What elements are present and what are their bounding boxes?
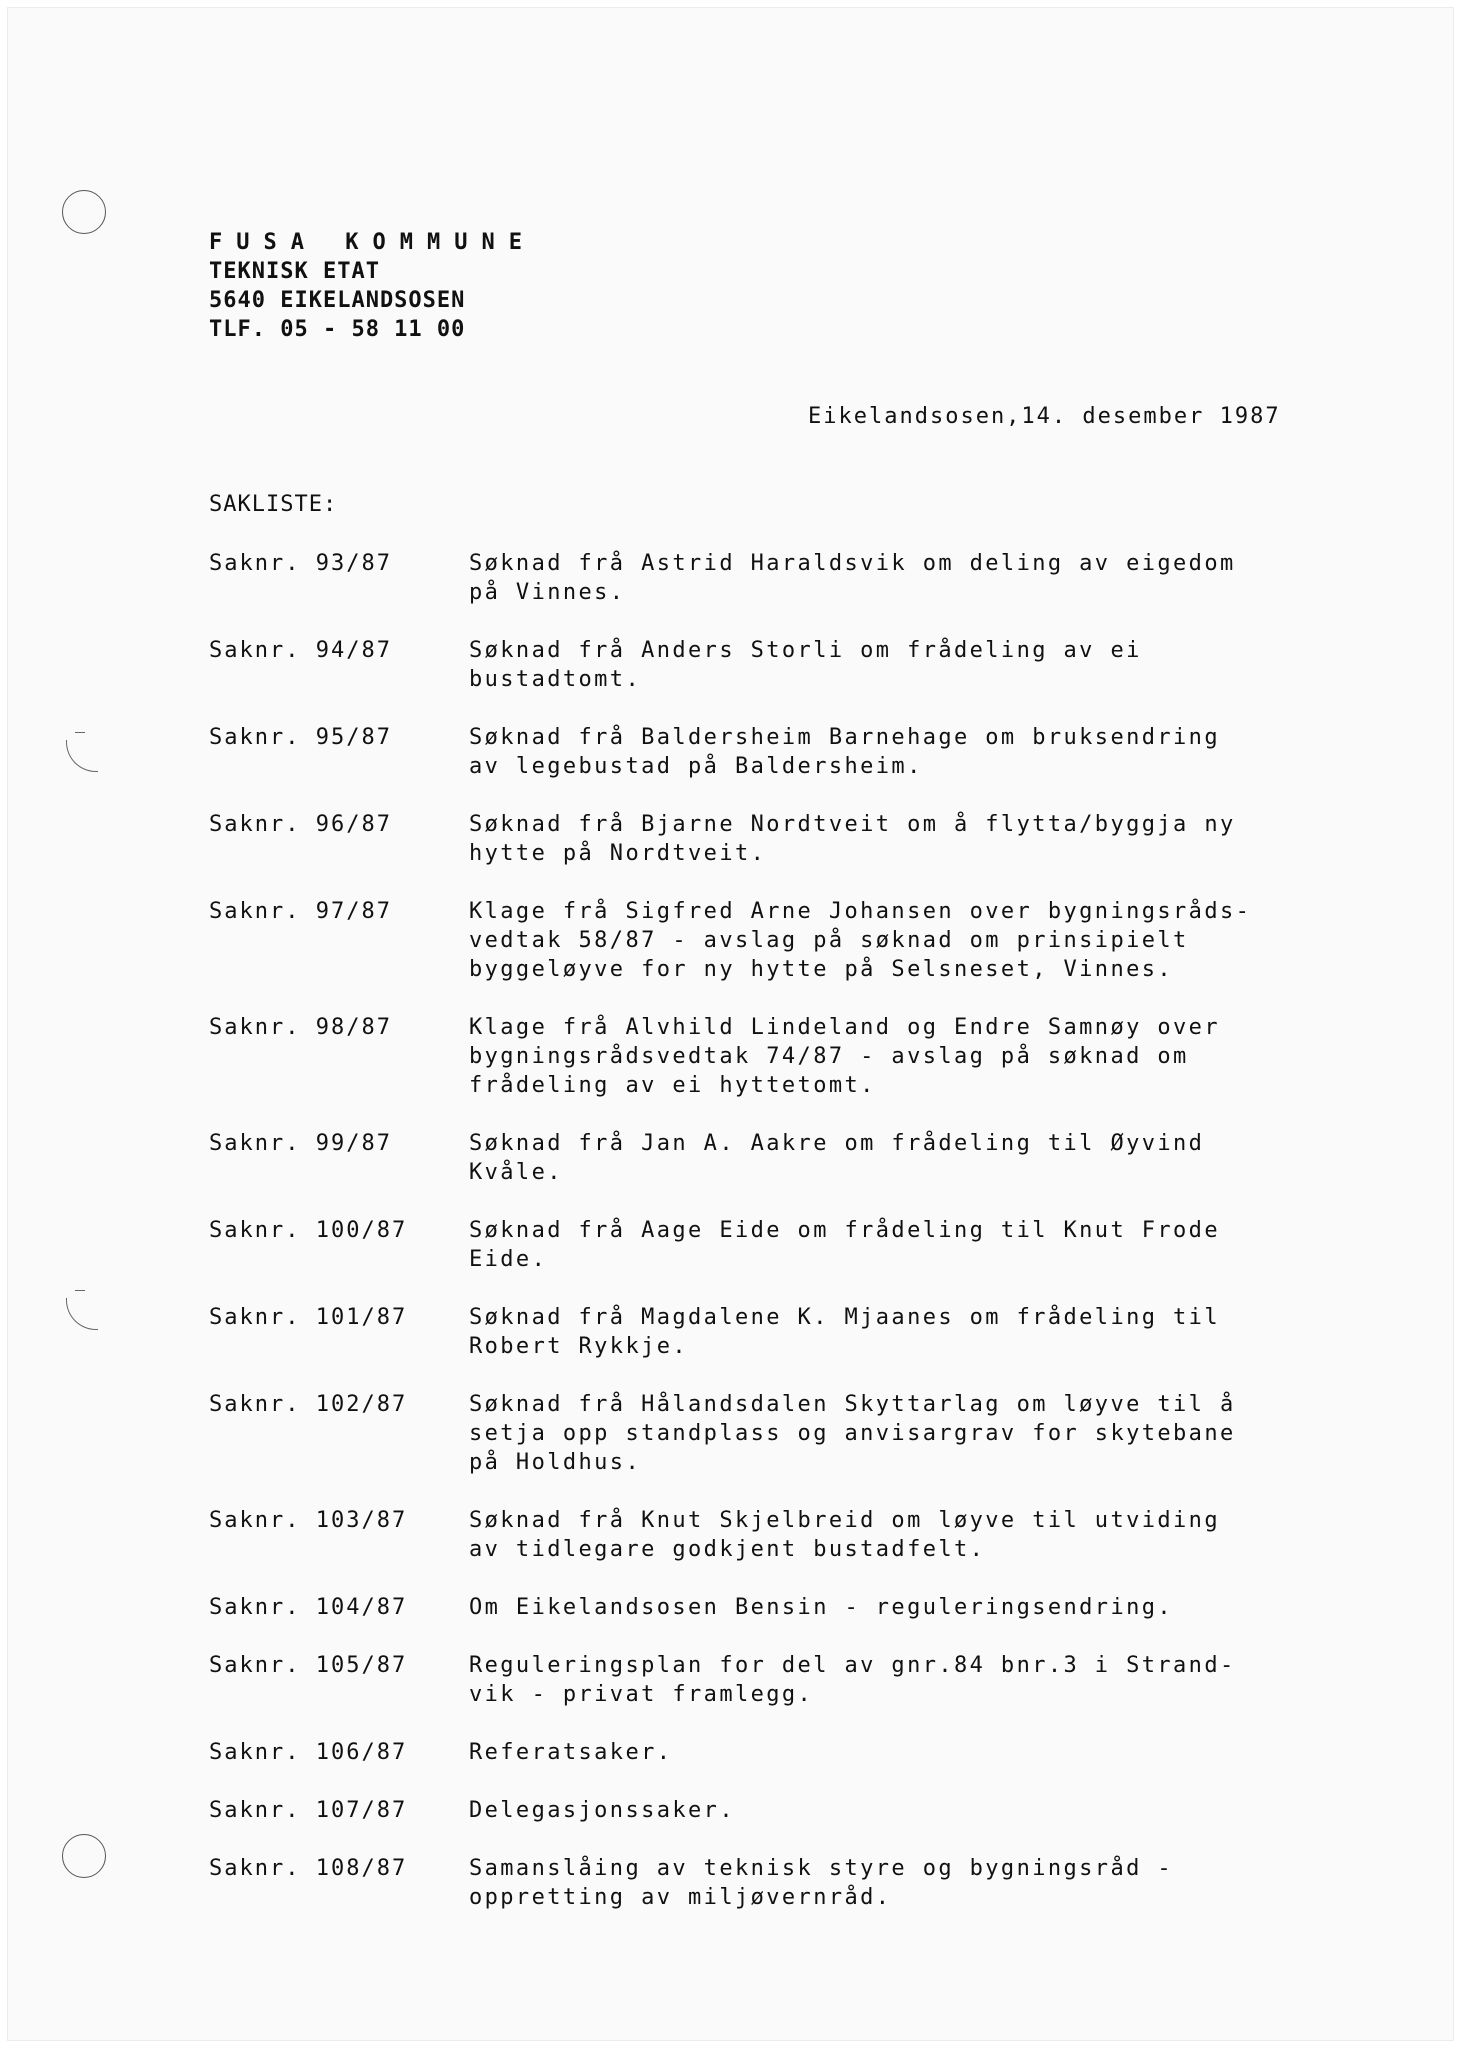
case-description-line: Søknad frå Knut Skjelbreid om løyve til utviding [469,1508,1220,1533]
case-description [469,1796,1359,1825]
case-description-line: Søknad frå Bjarne Nordtveit om å flytta/byggja ny [469,812,1236,837]
punch-hole-bottom [62,1834,106,1878]
case-description [469,1506,1359,1564]
letterhead-phone: TLF. 05 - 58 11 00 [209,317,466,342]
case-description-line: byggeløyve for ny hytte på Selsneset, Vinnes. [469,957,1174,982]
case-description-line: Søknad frå Baldersheim Barnehage om bruksendring [469,725,1220,750]
case-description [469,810,1359,868]
case-description-line: Søknad frå Jan A. Aakre om frådeling til Øyvind [469,1131,1205,1156]
case-description [469,1854,1359,1912]
agenda-item [209,723,1359,781]
letterhead-dept: TEKNISK ETAT [209,259,380,284]
letter-date: Eikelandsosen,14. desember 1987 [808,404,1281,429]
agenda-item [209,1854,1359,1912]
case-description-line: frådeling av ei hyttetomt. [469,1073,876,1098]
case-number: Saknr. 99/87 [209,1131,392,1156]
agenda-heading: SAKLISTE: [209,492,338,517]
case-number: Saknr. 94/87 [209,638,392,663]
case-number: Saknr. 93/87 [209,551,392,576]
case-description [469,636,1359,694]
fold-mark-upper [66,740,98,772]
letterhead-address: 5640 EIKELANDSOSEN [209,288,466,313]
agenda-item [209,1013,1359,1100]
case-number: Saknr. 95/87 [209,725,392,750]
case-number: Saknr. 105/87 [209,1653,408,1678]
case-description-line: vedtak 58/87 - avslag på søknad om prinsipielt [469,928,1189,953]
case-description [469,1651,1359,1709]
agenda-list [209,549,1359,1941]
agenda-item [209,636,1359,694]
agenda-item [209,1796,1359,1825]
agenda-item [209,1303,1359,1361]
case-number: Saknr. 104/87 [209,1595,408,1620]
punch-hole-top [62,190,106,234]
case-description-line: på Vinnes. [469,580,626,605]
agenda-item [209,549,1359,607]
case-description-line: Søknad frå Astrid Haraldsvik om deling av eigedom [469,551,1236,576]
case-description [469,1303,1359,1361]
case-description [469,1390,1359,1477]
agenda-item [209,1506,1359,1564]
case-description-line: oppretting av miljøvernråd. [469,1885,892,1910]
case-description-line: av legebustad på Baldersheim. [469,754,923,779]
agenda-item [209,1593,1359,1622]
agenda-item [209,810,1359,868]
case-description-line: hytte på Nordtveit. [469,841,767,866]
case-number: Saknr. 102/87 [209,1392,408,1417]
case-description-line: bygningsrådsvedtak 74/87 - avslag på søknad om [469,1044,1189,1069]
fold-mark-lower [66,1298,98,1330]
case-description [469,723,1359,781]
case-description-line: Reguleringsplan for del av gnr.84 bnr.3 i Strand- [469,1653,1236,1678]
case-description [469,897,1359,984]
case-number: Saknr. 98/87 [209,1015,392,1040]
case-description-line: Referatsaker. [469,1740,673,1765]
case-description [469,1216,1359,1274]
case-description-line: Samanslåing av teknisk styre og bygningsråd - [469,1856,1174,1881]
case-description [469,1129,1359,1187]
case-description [469,1738,1359,1767]
case-description-line: Søknad frå Anders Storli om frådeling av ei [469,638,1142,663]
case-description-line: Om Eikelandsosen Bensin - reguleringsendring. [469,1595,1174,1620]
agenda-item [209,897,1359,984]
case-description-line: på Holdhus. [469,1450,642,1475]
agenda-item [209,1216,1359,1274]
case-number: Saknr. 108/87 [209,1856,408,1881]
agenda-item [209,1651,1359,1709]
letterhead-org: FUSA KOMMUNE [209,230,536,255]
agenda-item [209,1738,1359,1767]
case-description [469,549,1359,607]
case-description-line: bustadtomt. [469,667,642,692]
case-description-line: Kvåle. [469,1160,563,1185]
case-number: Saknr. 96/87 [209,812,392,837]
case-number: Saknr. 97/87 [209,899,392,924]
agenda-item [209,1129,1359,1187]
case-number: Saknr. 100/87 [209,1218,408,1243]
case-description-line: Klage frå Alvhild Lindeland og Endre Samnøy over [469,1015,1220,1040]
case-description-line: vik - privat framlegg. [469,1682,814,1707]
case-number: Saknr. 101/87 [209,1305,408,1330]
letterhead [209,228,536,344]
document-page [8,8,1453,2040]
case-description-line: Klage frå Sigfred Arne Johansen over bygningsråds- [469,899,1252,924]
case-description [469,1013,1359,1100]
case-description-line: Søknad frå Hålandsdalen Skyttarlag om løyve til å [469,1392,1236,1417]
case-description-line: Eide. [469,1247,548,1272]
agenda-item [209,1390,1359,1477]
case-description-line: Søknad frå Magdalene K. Mjaanes om frådeling til [469,1305,1220,1330]
case-number: Saknr. 107/87 [209,1798,408,1823]
case-number: Saknr. 103/87 [209,1508,408,1533]
case-description-line: setja opp standplass og anvisargrav for skytebane [469,1421,1236,1446]
case-description-line: Søknad frå Aage Eide om frådeling til Knut Frode [469,1218,1220,1243]
case-description [469,1593,1359,1622]
case-description-line: av tidlegare godkjent bustadfelt. [469,1537,986,1562]
case-number: Saknr. 106/87 [209,1740,408,1765]
case-description-line: Robert Rykkje. [469,1334,689,1359]
case-description-line: Delegasjonssaker. [469,1798,735,1823]
